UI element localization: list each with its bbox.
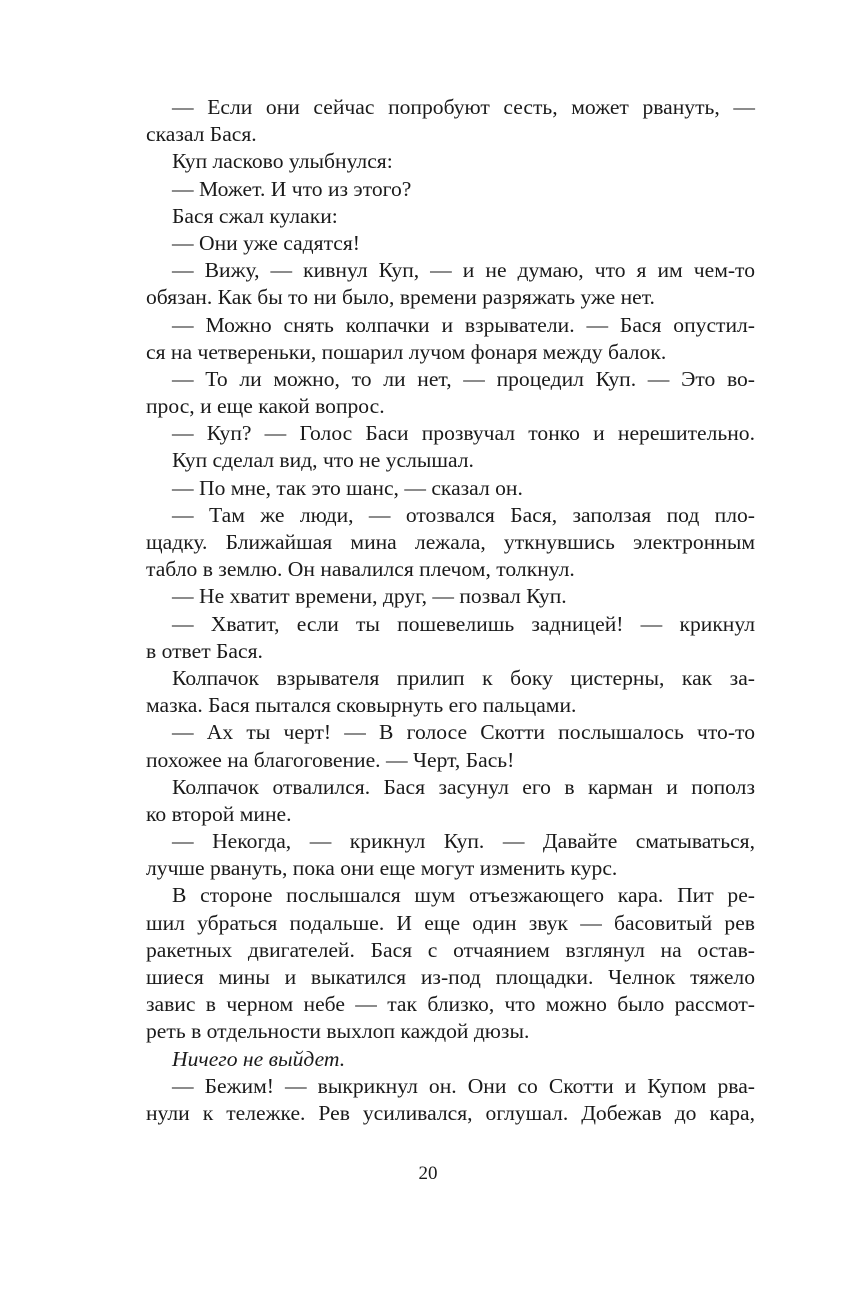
text-line: мазка. Бася пытался сковырнуть его пальцами. (146, 693, 577, 718)
text-line: — Они уже садятся! (172, 230, 360, 255)
text-line: — Там же люди, — отозвался Бася, заползая под пло- (172, 502, 755, 527)
text-line: реть в отдельности выхлоп каждой дюзы. (146, 1019, 530, 1044)
text-line: ся на четвереньки, пошарил лучом фонаря между балок. (146, 339, 667, 364)
text-line: в ответ Бася. (146, 638, 263, 663)
page-body (146, 94, 755, 1127)
text-line: шил убраться подальше. И еще один звук — басовитый рев (146, 910, 755, 935)
text-line: табло в землю. Он навалился плечом, толкнул. (146, 557, 575, 582)
text-line: похожее на благоговение. — Черт, Бась! (146, 747, 515, 772)
text-line: В стороне послышался шум отъезжающего кара. Пит ре- (172, 883, 755, 908)
text-line: — Хватит, если ты пошевелишь задницей! — крикнул (172, 611, 755, 636)
text-line: — Куп? — Голос Баси прозвучал тонко и нерешительно. (172, 421, 755, 446)
text-line: нули к тележке. Рев усиливался, оглушал. Добежав до кара, (146, 1100, 755, 1125)
text-line: Колпачок взрывателя прилип к боку цистерны, как за- (172, 665, 755, 690)
text-line: — Некогда, — крикнул Куп. — Давайте сматываться, (172, 829, 755, 854)
text-line: Куп сделал вид, что не услышал. (172, 448, 474, 473)
page-number: 20 (418, 1163, 438, 1184)
text-line: — Не хватит времени, друг, — позвал Куп. (172, 584, 567, 609)
text-line: — Если они сейчас попробуют сесть, может рвануть, — (172, 95, 755, 119)
text-line: — Ах ты черт! — В голосе Скотти послышалось что-то (172, 720, 755, 745)
text-line: — Вижу, — кивнул Куп, — и не думаю, что я им чем-то (172, 258, 755, 283)
text-line: — Может. И что из этого? (172, 176, 412, 201)
text-line: шиеся мины и выкатился из-под площадки. Челнок тяжело (146, 965, 755, 989)
text-line: завис в черном небе — так близко, что можно было рассмот- (146, 992, 755, 1017)
text-line: ракетных двигателей. Бася с отчаянием взглянул на остав- (146, 937, 755, 962)
text-line: Бася сжал кулаки: (172, 203, 338, 228)
text-line: — По мне, так это шанс, — сказал он. (172, 475, 523, 500)
text-line: Куп ласково улыбнулся: (172, 149, 393, 174)
text-line: — То ли можно, то ли нет, — процедил Куп. — Это во- (172, 366, 755, 391)
text-line: щадку. Ближайшая мина лежала, уткнувшись электронным (146, 530, 755, 554)
text-line: ко второй мине. (146, 801, 292, 826)
text-line: лучше рвануть, пока они еще могут изменить курс. (146, 856, 618, 881)
text-line: прос, и еще какой вопрос. (146, 394, 385, 419)
text-line: обязан. Как бы то ни было, времени разряжать уже нет. (146, 285, 655, 310)
italic-text-line: Ничего не выйдет. (172, 1046, 346, 1071)
text-line: Колпачок отвалился. Бася засунул его в карман и пополз (172, 774, 755, 799)
text-line: — Бежим! — выкрикнул он. Они со Скотти и Купом рва- (172, 1073, 755, 1098)
text-line: сказал Бася. (146, 122, 257, 147)
text-line: — Можно снять колпачки и взрыватели. — Бася опустил- (172, 312, 755, 337)
